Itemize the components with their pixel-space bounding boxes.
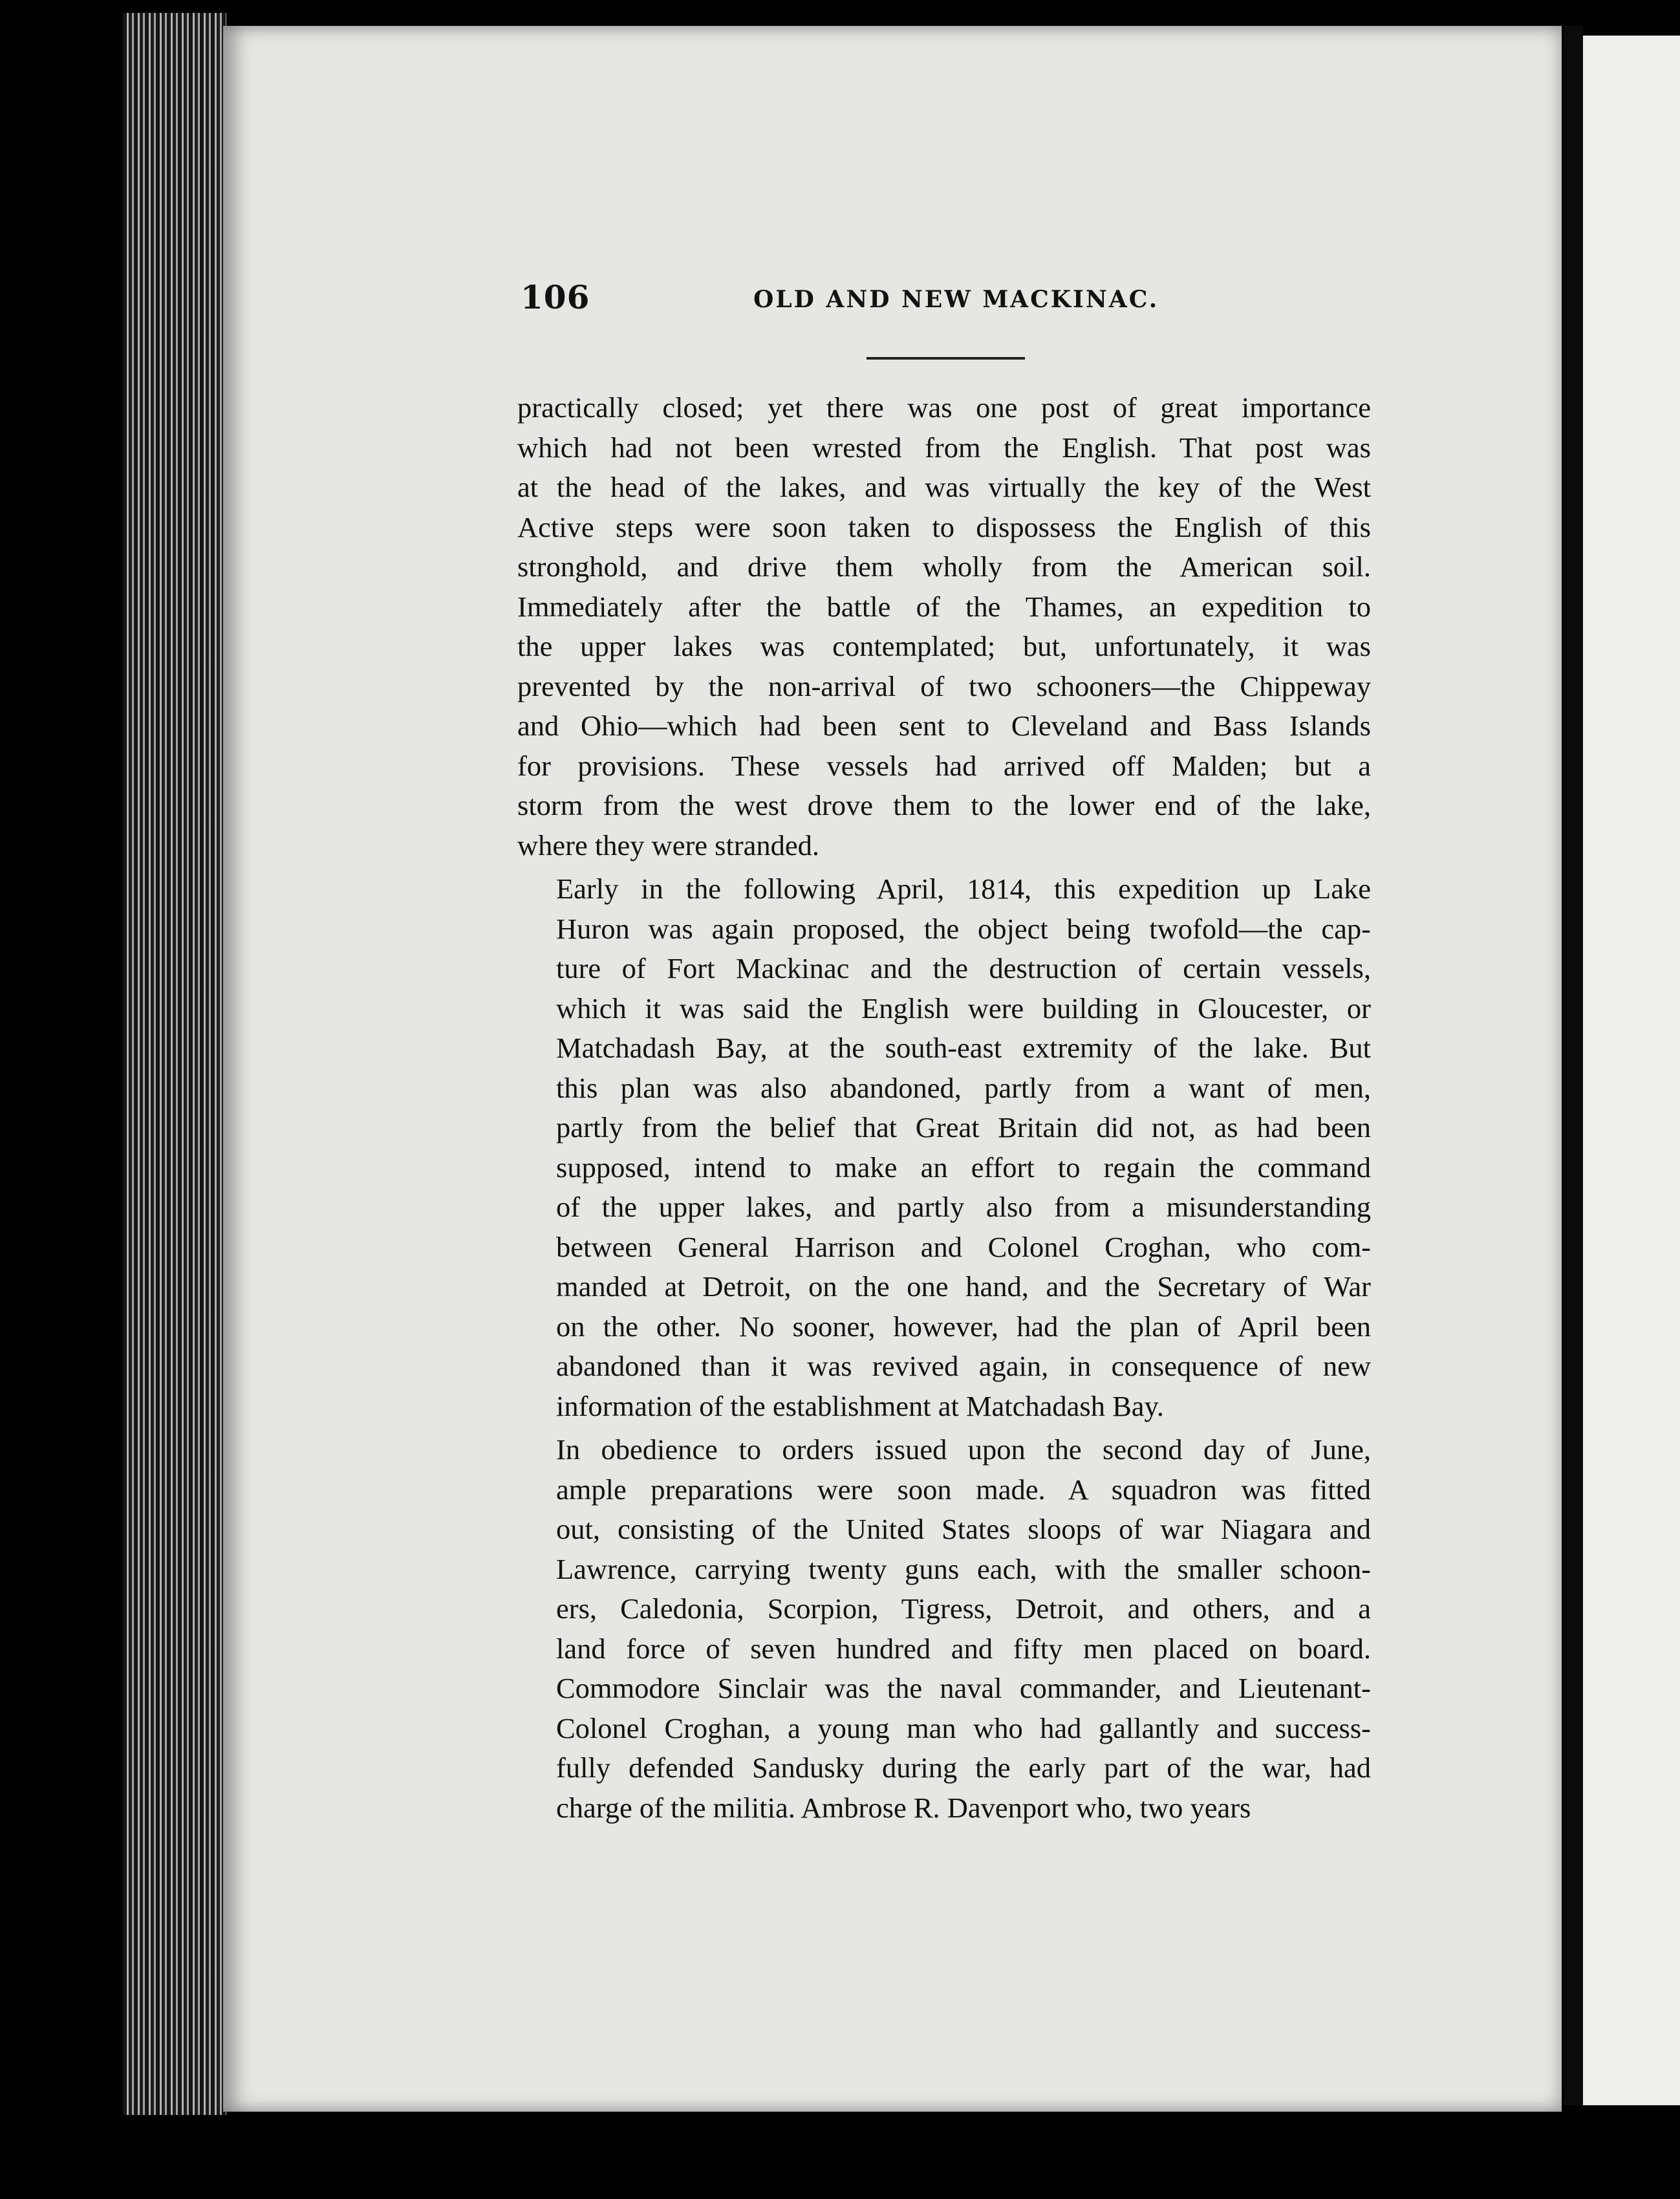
text-line: Active steps were soon taken to dispossess the English of this xyxy=(517,510,1371,543)
running-title: OLD AND NEW MACKINAC. xyxy=(753,286,1159,313)
binding-shadow xyxy=(1564,26,1583,2105)
page-edges xyxy=(123,13,226,2115)
text-line: information of the establishment at Matchadash Bay. xyxy=(556,1389,1165,1422)
text-line: ture of Fort Mackinac and the destruction of certain vessels, xyxy=(556,952,1371,984)
text-line: of the upper lakes, and partly also from a misunderstanding xyxy=(556,1191,1371,1223)
text-line: abandoned than it was revived again, in consequence of new xyxy=(556,1350,1371,1382)
text-line: ers, Caledonia, Scorpion, Tigress, Detroit, and others, and a xyxy=(556,1592,1371,1625)
text-line: Immediately after the battle of the Thames, an expedition to xyxy=(517,590,1371,623)
page-header xyxy=(521,278,1361,330)
text-line: stronghold, and drive them wholly from the American soil. xyxy=(517,550,1371,583)
text-line: Lawrence, carrying twenty guns each, with the smaller schoon- xyxy=(556,1552,1371,1585)
text-line: supposed, intend to make an effort to regain the command xyxy=(556,1151,1371,1184)
text-line: Huron was again proposed, the object being twofold—the cap- xyxy=(556,912,1371,945)
header-rule xyxy=(867,357,1025,360)
text-line: charge of the militia. Ambrose R. Davenport who, two years xyxy=(556,1791,1251,1824)
text-line: this plan was also abandoned, partly from a want of men, xyxy=(556,1071,1371,1104)
text-line: fully defended Sandusky during the early part of the war, had xyxy=(556,1751,1371,1784)
facing-page-edge xyxy=(1583,36,1680,2105)
text-line: prevented by the non-arrival of two schooners—the Chippeway xyxy=(517,669,1371,702)
text-line: Early in the following April, 1814, this expedition up Lake xyxy=(556,872,1371,905)
text-line: and Ohio—which had been sent to Cleveland and Bass Islands xyxy=(517,710,1371,742)
text-line: Colonel Croghan, a young man who had gallantly and success- xyxy=(556,1711,1371,1744)
text-line: at the head of the lakes, and was virtually the key of the West xyxy=(517,471,1371,503)
text-line: In obedience to orders issued upon the second day of June, xyxy=(556,1433,1371,1466)
paragraph xyxy=(517,1430,1371,1828)
text-line: Commodore Sinclair was the naval commander, and Lieutenant- xyxy=(556,1672,1371,1704)
text-line: on the other. No sooner, however, had the plan of April been xyxy=(556,1310,1371,1343)
text-line: manded at Detroit, on the one hand, and the Secretary of War xyxy=(556,1270,1371,1303)
text-line: ample preparations were soon made. A squadron was fitted xyxy=(556,1473,1371,1506)
text-line: where they were stranded. xyxy=(517,829,820,861)
paragraph xyxy=(517,869,1371,1426)
text-line: storm from the west drove them to the lower end of the lake, xyxy=(517,789,1371,821)
text-line: the upper lakes was contemplated; but, unfortunately, it was xyxy=(517,630,1371,662)
text-line: land force of seven hundred and fifty men placed on board. xyxy=(556,1632,1371,1665)
text-line: which had not been wrested from the English. That post was xyxy=(517,431,1371,464)
text-line: for provisions. These vessels had arrived off Malden; but a xyxy=(517,749,1371,782)
text-line: out, consisting of the United States sloops of war Niagara and xyxy=(556,1513,1371,1545)
text-line: Matchadash Bay, at the south-east extremity of the lake. But xyxy=(556,1032,1371,1064)
text-line: partly from the belief that Great Britain did not, as had been xyxy=(556,1111,1371,1143)
text-line: between General Harrison and Colonel Croghan, who com- xyxy=(556,1230,1371,1263)
page-number: 106 xyxy=(521,278,590,316)
paragraph xyxy=(517,388,1371,865)
body-text xyxy=(517,388,1371,1828)
text-line: which it was said the English were building in Gloucester, or xyxy=(556,991,1371,1024)
text-line: practically closed; yet there was one post of great importance xyxy=(517,391,1371,424)
